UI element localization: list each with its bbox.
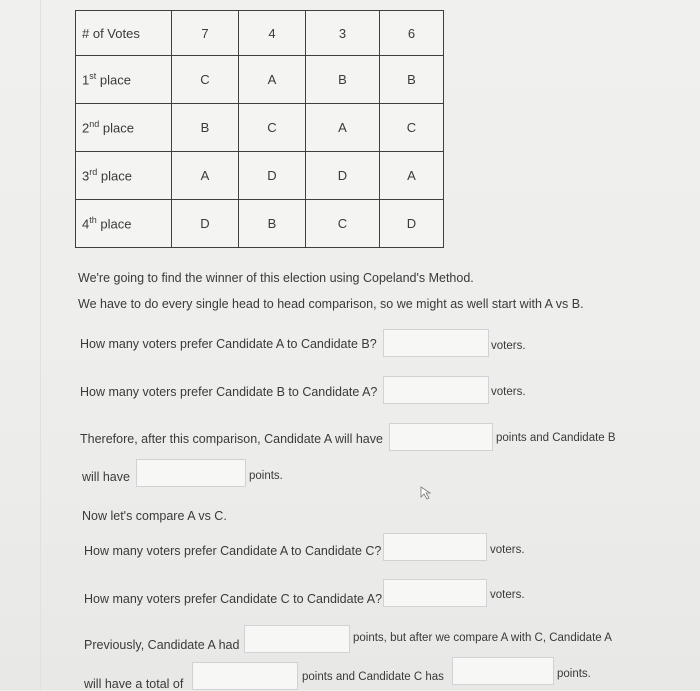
therefore-text: Therefore, after this comparison, Candidate A will have — [80, 432, 383, 446]
candidate-cell: A — [239, 56, 306, 104]
place-label: 3rd place — [76, 152, 172, 200]
candidate-cell: C — [172, 56, 239, 104]
candidate-cell: D — [172, 200, 239, 248]
points-unit-2: points. — [557, 668, 591, 680]
question-c-over-a: How many voters prefer Candidate C to Candidate A? — [84, 592, 383, 606]
intro-line-2: We have to do every single head to head comparison, so we might as well start with A vs B. — [78, 297, 584, 311]
candidate-cell: A — [380, 152, 444, 200]
table-row — [76, 200, 444, 248]
question-a-over-c: How many voters prefer Candidate A to Candidate C? — [84, 544, 382, 558]
candidate-cell: B — [172, 104, 239, 152]
candidate-cell: C — [239, 104, 306, 152]
place-label: 2nd place — [76, 104, 172, 152]
votes-label: # of Votes — [76, 11, 172, 56]
candidate-cell: B — [306, 56, 380, 104]
votes-cell: 6 — [380, 11, 444, 56]
a-total-points-input[interactable] — [192, 662, 298, 690]
place-label: 4th place — [76, 200, 172, 248]
votes-cell: 4 — [239, 11, 306, 56]
votes-cell: 7 — [172, 11, 239, 56]
c-points-input[interactable] — [452, 657, 554, 685]
b-points-input[interactable] — [136, 459, 246, 487]
voters-unit-4: voters. — [490, 589, 525, 601]
answer-c-over-a-input[interactable] — [383, 579, 487, 607]
answer-b-over-a-input[interactable] — [383, 376, 489, 404]
intro-line-1: We're going to find the winner of this election using Copeland's Method. — [78, 271, 474, 285]
candidate-cell: B — [380, 56, 444, 104]
candidate-cell: A — [172, 152, 239, 200]
place-label: 1st place — [76, 56, 172, 104]
previously-text: Previously, Candidate A had — [84, 638, 240, 652]
points-and-b-text: points and Candidate B — [496, 432, 616, 444]
candidate-cell: A — [306, 104, 380, 152]
candidate-cell: D — [306, 152, 380, 200]
cursor-icon — [420, 486, 432, 500]
points-but-text: points, but after we compare A with C, Candidate A — [353, 632, 612, 644]
candidate-cell: C — [306, 200, 380, 248]
voters-unit-1: voters. — [491, 340, 526, 352]
question-a-over-b: How many voters prefer Candidate A to Candidate B? — [80, 337, 377, 351]
answer-a-over-c-input[interactable] — [383, 533, 487, 561]
question-b-over-a: How many voters prefer Candidate B to Candidate A? — [80, 385, 378, 399]
candidate-cell: D — [239, 152, 306, 200]
table-row — [76, 152, 444, 200]
voters-unit-3: voters. — [490, 544, 525, 556]
points-and-c-has-text: points and Candidate C has — [302, 671, 444, 683]
will-have-total-text: will have a total of — [84, 677, 184, 691]
candidate-cell: B — [239, 200, 306, 248]
table-row — [76, 56, 444, 104]
table-row — [76, 104, 444, 152]
points-unit-1: points. — [249, 470, 283, 482]
voters-unit-2: voters. — [491, 386, 526, 398]
votes-cell: 3 — [306, 11, 380, 56]
now-compare-text: Now let's compare A vs C. — [82, 509, 227, 523]
previous-a-points-input[interactable] — [244, 625, 350, 653]
answer-a-over-b-input[interactable] — [383, 329, 489, 357]
a-points-input[interactable] — [389, 423, 493, 451]
preference-table — [75, 10, 444, 248]
candidate-cell: D — [380, 200, 444, 248]
margin-line — [40, 0, 41, 690]
will-have-text: will have — [82, 470, 130, 484]
votes-row — [76, 11, 444, 56]
candidate-cell: C — [380, 104, 444, 152]
